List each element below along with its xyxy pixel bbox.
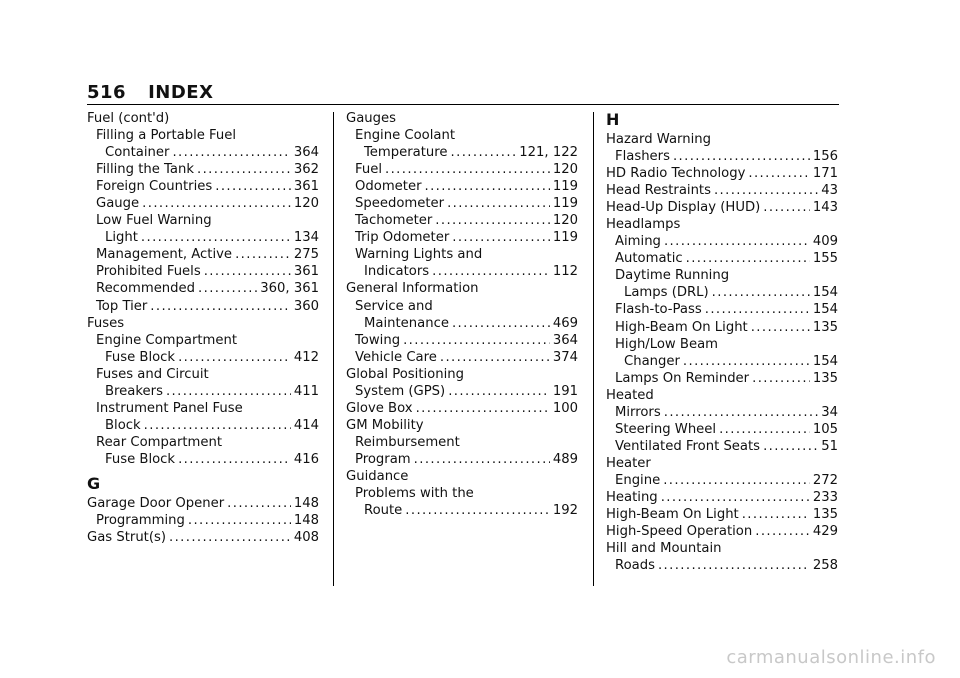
index-term: Fuses and Circuit bbox=[96, 366, 209, 382]
page-number: 516 bbox=[87, 82, 127, 103]
index-term: Guidance bbox=[346, 468, 409, 484]
index-entry bbox=[346, 451, 578, 468]
page-reference: 148 bbox=[293, 495, 319, 511]
index-entry bbox=[346, 212, 578, 229]
dot-leader bbox=[405, 502, 550, 519]
index-entry bbox=[346, 502, 578, 519]
index-term: Speedometer bbox=[355, 196, 445, 212]
index-entry bbox=[87, 161, 319, 178]
index-entry bbox=[346, 144, 578, 161]
index-term: Rear Compartment bbox=[96, 434, 223, 450]
dot-leader bbox=[658, 557, 810, 574]
page-reference: 374 bbox=[552, 349, 578, 365]
index-term: Roads bbox=[615, 558, 655, 574]
index-term: High-Beam On Light bbox=[606, 507, 739, 523]
index-term: Management, Active bbox=[96, 247, 233, 263]
page-reference: 120 bbox=[293, 196, 319, 212]
page-reference: 34 bbox=[821, 404, 838, 420]
index-column-3 bbox=[606, 110, 838, 574]
page-reference: 119 bbox=[552, 230, 578, 246]
index-entry bbox=[606, 557, 838, 574]
index-term: Breakers bbox=[105, 383, 163, 399]
index-entry bbox=[606, 523, 838, 540]
page-reference: 120 bbox=[552, 213, 578, 229]
dot-leader bbox=[755, 523, 810, 540]
index-entry bbox=[346, 229, 578, 246]
index-entry bbox=[87, 332, 319, 349]
dot-leader bbox=[416, 400, 550, 417]
page-reference: 148 bbox=[293, 513, 319, 529]
dot-leader bbox=[452, 229, 550, 246]
dot-leader bbox=[714, 182, 818, 199]
page-reference: 119 bbox=[552, 179, 578, 195]
index-entry bbox=[606, 267, 838, 284]
index-entry bbox=[87, 495, 319, 512]
dot-leader bbox=[432, 263, 550, 280]
header-rule bbox=[87, 104, 839, 105]
page-reference: 154 bbox=[812, 285, 838, 301]
index-term: Reimbursement bbox=[355, 434, 460, 450]
page-reference: 361 bbox=[293, 264, 319, 280]
index-term: GM Mobility bbox=[346, 417, 424, 433]
index-entry bbox=[87, 212, 319, 229]
dot-leader bbox=[204, 263, 291, 280]
index-entry bbox=[606, 319, 838, 336]
dot-leader bbox=[142, 195, 291, 212]
index-entry bbox=[346, 280, 578, 297]
dot-leader bbox=[188, 512, 291, 529]
index-column-1 bbox=[87, 110, 319, 546]
index-entry bbox=[606, 284, 838, 301]
page-reference: 233 bbox=[812, 489, 838, 505]
index-entry bbox=[87, 434, 319, 451]
index-entry bbox=[606, 165, 838, 182]
index-term: High/Low Beam bbox=[615, 336, 719, 352]
page-reference: 100 bbox=[552, 400, 578, 416]
watermark: carmanualsonline.info bbox=[726, 647, 936, 668]
dot-leader bbox=[742, 506, 810, 523]
page-reference: 112 bbox=[552, 264, 578, 280]
index-term: Engine Coolant bbox=[355, 128, 456, 144]
index-term: Gauges bbox=[346, 111, 397, 126]
page-reference: 121, 122 bbox=[519, 145, 578, 161]
page-reference: 412 bbox=[293, 349, 319, 365]
index-entry bbox=[87, 529, 319, 546]
dot-leader bbox=[661, 489, 810, 506]
index-entry bbox=[87, 417, 319, 434]
section-letter: H bbox=[606, 110, 620, 129]
page-reference: 258 bbox=[812, 558, 838, 574]
page-reference: 364 bbox=[293, 145, 319, 161]
dot-leader bbox=[141, 229, 291, 246]
index-term: Daytime Running bbox=[615, 268, 730, 284]
index-term: Head Restraints bbox=[606, 183, 711, 199]
dot-leader bbox=[178, 349, 291, 366]
page-reference: 154 bbox=[812, 353, 838, 369]
index-term: Headlamps bbox=[606, 217, 681, 233]
index-entry bbox=[346, 400, 578, 417]
index-entry bbox=[87, 315, 319, 332]
index-entry bbox=[346, 246, 578, 263]
page-reference: 360 bbox=[293, 298, 319, 314]
index-entry bbox=[346, 468, 578, 485]
dot-leader bbox=[719, 421, 810, 438]
index-term: Global Positioning bbox=[346, 366, 464, 382]
index-term: System (GPS) bbox=[355, 383, 446, 399]
index-term: Changer bbox=[624, 353, 680, 369]
dot-leader bbox=[235, 246, 291, 263]
dot-leader bbox=[751, 319, 810, 336]
index-term: General Information bbox=[346, 281, 479, 297]
index-entry bbox=[87, 144, 319, 161]
index-entry bbox=[87, 229, 319, 246]
dot-leader bbox=[403, 332, 550, 349]
index-term: Aiming bbox=[615, 234, 661, 250]
index-term: Instrument Panel Fuse bbox=[96, 400, 243, 416]
page-reference: 51 bbox=[821, 438, 838, 454]
index-term: Ventilated Front Seats bbox=[615, 438, 761, 454]
dot-leader bbox=[198, 280, 257, 297]
page-reference: 105 bbox=[812, 421, 838, 437]
index-term: Container bbox=[105, 145, 170, 161]
index-entry bbox=[606, 336, 838, 353]
index-term: Hill and Mountain bbox=[606, 541, 722, 557]
index-entry bbox=[87, 349, 319, 366]
page-reference: 362 bbox=[293, 162, 319, 178]
index-term: Fuse Block bbox=[105, 451, 176, 467]
index-entry bbox=[346, 195, 578, 212]
page-reference: 469 bbox=[552, 315, 578, 331]
index-term: Filling a Portable Fuel bbox=[96, 128, 237, 144]
dot-leader bbox=[227, 495, 291, 512]
index-entry bbox=[606, 250, 838, 267]
section-letter: G bbox=[87, 473, 101, 493]
page-reference: 119 bbox=[552, 196, 578, 212]
page-reference: 489 bbox=[552, 451, 578, 467]
index-term: Temperature bbox=[364, 145, 448, 161]
index-entry bbox=[87, 246, 319, 263]
page-reference: 411 bbox=[293, 383, 319, 399]
index-term: Indicators bbox=[364, 264, 430, 280]
index-entry bbox=[606, 353, 838, 370]
index-entry bbox=[87, 280, 319, 297]
page-reference: 120 bbox=[552, 162, 578, 178]
index-term: Recommended bbox=[96, 281, 196, 297]
index-term: Service and bbox=[355, 298, 433, 314]
dot-leader bbox=[763, 438, 818, 455]
dot-leader bbox=[752, 370, 810, 387]
index-entry bbox=[87, 178, 319, 195]
index-term: Lamps On Reminder bbox=[615, 370, 750, 386]
index-entry bbox=[606, 472, 838, 489]
page-reference: 416 bbox=[293, 451, 319, 467]
dot-leader bbox=[683, 353, 810, 370]
index-entry bbox=[606, 131, 838, 148]
index-term: Maintenance bbox=[364, 315, 449, 331]
index-term: Heated bbox=[606, 387, 654, 403]
dot-leader bbox=[448, 383, 550, 400]
index-entry bbox=[346, 485, 578, 502]
index-term: Fuel (cont'd) bbox=[87, 111, 170, 126]
page-reference: 191 bbox=[552, 383, 578, 399]
index-term: Programming bbox=[96, 513, 185, 529]
dot-leader bbox=[144, 417, 291, 434]
page-reference: 364 bbox=[552, 332, 578, 348]
page-reference: 414 bbox=[293, 417, 319, 433]
page-reference: 143 bbox=[812, 200, 838, 216]
index-term: Automatic bbox=[615, 251, 683, 267]
index-term: Flashers bbox=[615, 149, 670, 165]
index-entry bbox=[346, 298, 578, 315]
index-term: Heater bbox=[606, 455, 651, 471]
index-term: Lamps (DRL) bbox=[624, 285, 709, 301]
index-term: High-Beam On Light bbox=[615, 319, 748, 335]
column-divider bbox=[593, 112, 594, 586]
column-divider bbox=[333, 112, 334, 586]
dot-leader bbox=[664, 404, 818, 421]
index-entry bbox=[346, 263, 578, 280]
index-entry bbox=[87, 366, 319, 383]
index-term: Head-Up Display (HUD) bbox=[606, 200, 761, 216]
index-entry bbox=[606, 438, 838, 455]
index-entry bbox=[606, 182, 838, 199]
index-entry bbox=[606, 404, 838, 421]
dot-leader bbox=[150, 298, 291, 315]
dot-leader bbox=[215, 178, 291, 195]
index-entry bbox=[606, 148, 838, 165]
index-term: Tachometer bbox=[355, 213, 433, 229]
index-entry bbox=[346, 315, 578, 332]
page-reference: 135 bbox=[812, 370, 838, 386]
index-entry bbox=[346, 178, 578, 195]
index-entry bbox=[87, 512, 319, 529]
index-term: Glove Box bbox=[346, 400, 413, 416]
index-term: HD Radio Technology bbox=[606, 166, 746, 182]
page-reference: 360, 361 bbox=[260, 281, 319, 297]
index-entry bbox=[346, 161, 578, 178]
index-term: Garage Door Opener bbox=[87, 495, 225, 511]
index-term: Towing bbox=[355, 332, 401, 348]
page-reference: 429 bbox=[812, 524, 838, 540]
index-column-2 bbox=[346, 110, 578, 519]
index-entry bbox=[346, 417, 578, 434]
index-term: Flash-to-Pass bbox=[615, 302, 702, 318]
dot-leader bbox=[172, 144, 290, 161]
index-entry bbox=[606, 455, 838, 472]
page-title: INDEX bbox=[148, 82, 214, 103]
index-entry bbox=[606, 489, 838, 506]
dot-leader bbox=[664, 233, 810, 250]
index-term: Odometer bbox=[355, 179, 422, 195]
page-reference: 135 bbox=[812, 507, 838, 523]
index-entry bbox=[87, 400, 319, 417]
index-term: Engine bbox=[615, 472, 661, 488]
index-term: Prohibited Fuels bbox=[96, 264, 201, 280]
index-entry bbox=[346, 110, 578, 127]
dot-leader bbox=[166, 383, 291, 400]
dot-leader bbox=[763, 199, 810, 216]
index-entry bbox=[346, 383, 578, 400]
dot-leader bbox=[452, 315, 550, 332]
dot-leader bbox=[447, 195, 550, 212]
page-reference: 171 bbox=[812, 166, 838, 182]
dot-leader bbox=[169, 529, 291, 546]
index-term: Light bbox=[105, 230, 138, 246]
index-term: Heating bbox=[606, 489, 658, 505]
index-entry bbox=[606, 233, 838, 250]
index-term: Steering Wheel bbox=[615, 421, 717, 437]
index-term: Gas Strut(s) bbox=[87, 530, 167, 546]
index-entry bbox=[606, 506, 838, 523]
page-header bbox=[87, 82, 839, 104]
index-term: Program bbox=[355, 451, 411, 467]
dot-leader bbox=[385, 161, 550, 178]
index-entry bbox=[606, 540, 838, 557]
page-reference: 135 bbox=[812, 319, 838, 335]
dot-leader bbox=[705, 301, 810, 318]
index-term: Mirrors bbox=[615, 404, 661, 420]
page-reference: 409 bbox=[812, 234, 838, 250]
index-term: Top Tier bbox=[96, 298, 148, 314]
dot-leader bbox=[686, 250, 810, 267]
index-entry bbox=[87, 298, 319, 315]
dot-leader bbox=[435, 212, 550, 229]
index-term: Hazard Warning bbox=[606, 132, 711, 147]
page-reference: 275 bbox=[293, 247, 319, 263]
page-reference: 134 bbox=[293, 230, 319, 246]
index-term: Gauge bbox=[96, 196, 140, 212]
index-entry bbox=[87, 110, 319, 127]
index-term: Fuses bbox=[87, 315, 125, 331]
index-entry bbox=[87, 383, 319, 400]
page-reference: 192 bbox=[552, 503, 578, 519]
index-entry bbox=[346, 366, 578, 383]
dot-leader bbox=[414, 451, 550, 468]
index-term: Fuse Block bbox=[105, 349, 176, 365]
index-term: Low Fuel Warning bbox=[96, 213, 212, 229]
index-term: Fuel bbox=[355, 162, 382, 178]
dot-leader bbox=[673, 148, 810, 165]
index-term: Warning Lights and bbox=[355, 247, 483, 263]
index-entry bbox=[346, 127, 578, 144]
index-entry bbox=[87, 127, 319, 144]
index-entry bbox=[606, 370, 838, 387]
page-reference: 155 bbox=[812, 251, 838, 267]
index-entry bbox=[346, 332, 578, 349]
index-entry bbox=[87, 451, 319, 468]
page-reference: 154 bbox=[812, 302, 838, 318]
page-reference: 272 bbox=[812, 472, 838, 488]
index-entry bbox=[606, 387, 838, 404]
index-term: Filling the Tank bbox=[96, 162, 194, 178]
index-term: Route bbox=[364, 503, 403, 519]
index-term: Foreign Countries bbox=[96, 179, 213, 195]
dot-leader bbox=[440, 349, 550, 366]
dot-leader bbox=[425, 178, 550, 195]
index-entry bbox=[87, 195, 319, 212]
page-reference: 43 bbox=[821, 183, 838, 199]
index-term: High-Speed Operation bbox=[606, 524, 753, 540]
index-entry bbox=[606, 301, 838, 318]
index-entry bbox=[606, 421, 838, 438]
page-reference: 361 bbox=[293, 179, 319, 195]
dot-leader bbox=[748, 165, 809, 182]
index-term: Problems with the bbox=[355, 486, 474, 502]
dot-leader bbox=[178, 451, 291, 468]
page-reference: 408 bbox=[293, 530, 319, 546]
index-entry bbox=[346, 349, 578, 366]
index-entry bbox=[606, 216, 838, 233]
dot-leader bbox=[712, 284, 810, 301]
page-reference: 156 bbox=[812, 149, 838, 165]
index-term: Trip Odometer bbox=[355, 230, 450, 246]
index-term: Block bbox=[105, 417, 141, 433]
index-entry bbox=[87, 263, 319, 280]
dot-leader bbox=[197, 161, 291, 178]
dot-leader bbox=[663, 472, 810, 489]
index-term: Vehicle Care bbox=[355, 349, 437, 365]
index-entry bbox=[346, 434, 578, 451]
index-entry bbox=[606, 199, 838, 216]
index-term: Engine Compartment bbox=[96, 332, 238, 348]
dot-leader bbox=[451, 144, 517, 161]
